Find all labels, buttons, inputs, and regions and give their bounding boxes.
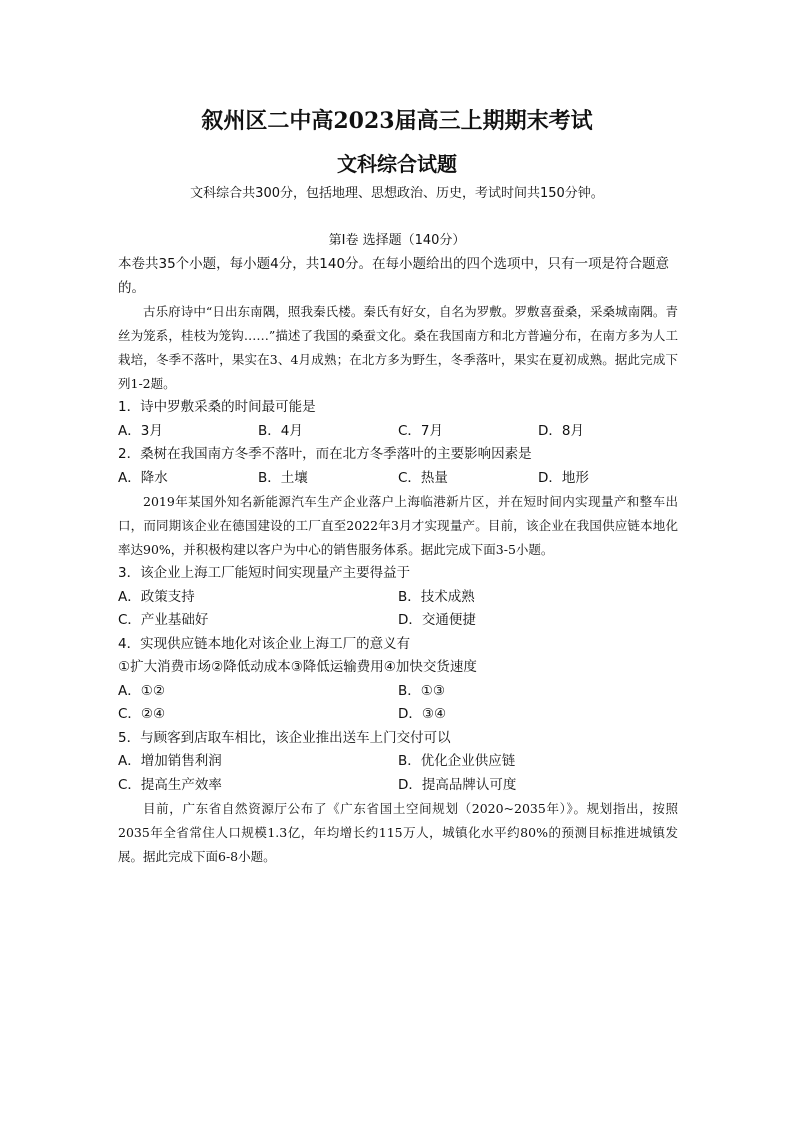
option-b: B．4月 xyxy=(258,422,303,439)
section-instructions: 本卷共35个小题，每小题4分，共140分。在每小题给出的四个选项中，只有一项是符合题意的。 xyxy=(118,256,670,296)
option-c: C．热量 xyxy=(398,469,448,486)
option-d: D．交通便捷 xyxy=(398,612,476,628)
exam-title: 叙州区二中高2023届高三上期期末考试 xyxy=(201,108,593,134)
passage-3: 目前，广东省自然资源厅公布了《广东省国土空间规划（2020~2035年）》。规划指出，按照2035年全省常住人口规模1.3亿，年均增长约115万人，城镇化水平约80%的预测目标推进城镇发展。据此完成下面6-8小题。 xyxy=(118,801,678,864)
question-4-options-row-2 xyxy=(118,703,678,727)
option-a: A．3月 xyxy=(118,422,163,439)
passage-1: 古乐府诗中“日出东南隅，照我秦氏楼。秦氏有好女，自名为罗敷。罗敷喜蚕桑，采桑城南隅。青丝为笼系，桂枝为笼钩……”描述了我国的桑蚕文化。桑在我国南方和北方普遍分布，在南方多为人工栽培，冬季不落叶，果实在3、4月成熟；在北方多为野生，冬季落叶，果实在夏初成熟。据此完成下列1-2题。 xyxy=(118,304,678,391)
question-4-stem: 4．实现供应链本地化对该企业上海工厂的意义有 xyxy=(118,635,411,652)
option-d: D．地形 xyxy=(538,469,589,486)
question-2-stem: 2．桑树在我国南方冬季不落叶，而在北方冬季落叶的主要影响因素是 xyxy=(118,446,532,462)
question-5-stem: 5．与顾客到店取车相比，该企业推出送车上门交付可以 xyxy=(118,729,451,746)
question-3-options-row-2 xyxy=(118,609,678,633)
exam-content xyxy=(118,253,678,869)
option-c: C．7月 xyxy=(398,422,444,439)
option-c: C．提高生产效率 xyxy=(118,776,222,793)
question-1-options xyxy=(118,420,678,444)
passage-2: 2019年某国外知名新能源汽车生产企业落户上海临港新片区，并在短时间内实现量产和整车出口，而同期该企业在德国建设的工厂直至2022年3月才实现量产。目前，该企业在我国供应链本地化率达90%，并积极构建以客户为中心的销售服务体系。据此完成下面3-5小题。 xyxy=(118,494,678,557)
option-a: A．①② xyxy=(118,682,165,699)
question-1-stem: 1．诗中罗敷采桑的时间最可能是 xyxy=(118,399,316,415)
option-b: B．土壤 xyxy=(258,469,308,486)
option-d: D．提高品牌认可度 xyxy=(398,776,517,793)
option-d: D．③④ xyxy=(398,706,447,722)
question-4-items: ①扩大消费市场②降低动成本③降低运输费用④加快交货速度 xyxy=(118,659,477,675)
option-b: B．①③ xyxy=(398,682,445,699)
question-2-options xyxy=(118,467,678,491)
option-d: D．8月 xyxy=(538,422,584,439)
option-c: C．②④ xyxy=(118,706,166,722)
exam-note: 文科综合共300分，包括地理、思想政治、历史，考试时间共150分钟。 xyxy=(190,186,604,201)
question-5-options-row-1 xyxy=(118,750,678,774)
option-b: B．技术成熟 xyxy=(398,588,475,605)
exam-subtitle: 文科综合试题 xyxy=(337,152,457,176)
option-a: A．政策支持 xyxy=(118,588,195,605)
question-3-options-row-1 xyxy=(118,586,678,610)
question-5-options-row-2 xyxy=(118,774,678,798)
section-title: 第I卷 选择题（140分） xyxy=(328,233,466,248)
option-b: B．优化企业供应链 xyxy=(398,753,516,769)
option-c: C．产业基础好 xyxy=(118,612,209,628)
option-a: A．降水 xyxy=(118,469,168,486)
option-a: A．增加销售利润 xyxy=(118,753,222,769)
question-3-stem: 3．该企业上海工厂能短时间实现量产主要得益于 xyxy=(118,565,411,581)
question-4-options-row-1 xyxy=(118,680,678,704)
